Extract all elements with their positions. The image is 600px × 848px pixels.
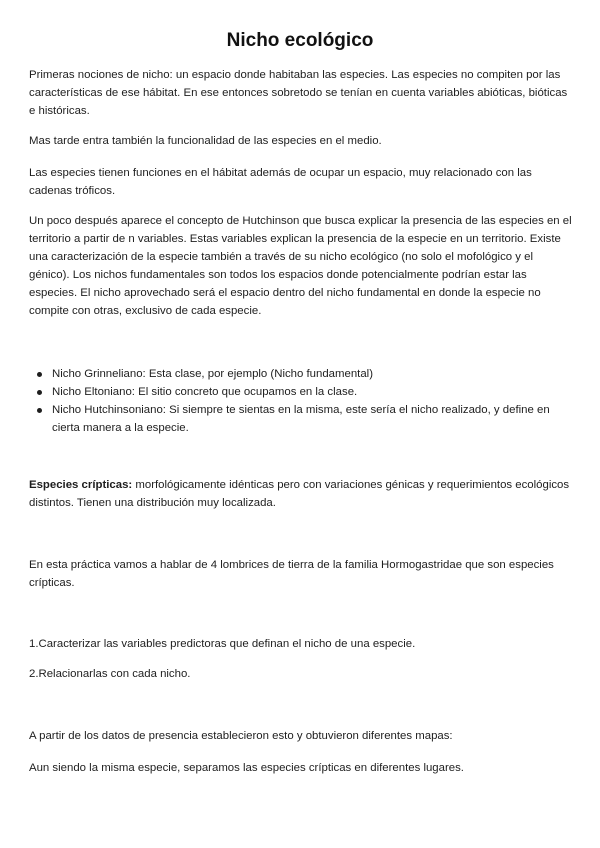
list-item	[29, 401, 574, 437]
page-title: Nicho ecológico	[226, 30, 374, 51]
paragraph-functionality: Mas tarde entra también la funcionalidad de las especies en el medio.	[29, 135, 382, 147]
list-item	[29, 365, 574, 383]
paragraph-maps: A partir de los datos de presencia establecieron esto y obtuvieron diferentes mapas:	[29, 730, 453, 742]
list-item-text: Nicho Grinneliano: Esta clase, por ejemplo (Nicho fundamental)	[52, 368, 373, 380]
step-1: 1.Caracterizar las variables predictoras que definan el nicho de una especie.	[29, 638, 416, 650]
bullet-icon	[37, 408, 42, 413]
list-item-text: Nicho Eltoniano: El sitio concreto que ocupamos en la clase.	[52, 386, 358, 398]
cryptic-definition: morfológicamente idénticas pero con variaciones génicas y requerimientos ecológicos distintos. Tienen una distribución muy localizada.	[29, 479, 570, 509]
paragraph-practice: En esta práctica vamos a hablar de 4 lombrices de tierra de la familia Hormogastridae que son especies crípticas.	[29, 559, 554, 589]
cryptic-term: Especies crípticas:	[29, 479, 133, 491]
bullet-icon	[37, 390, 42, 395]
list-item	[29, 383, 574, 401]
niche-types-list	[29, 365, 574, 437]
paragraph-intro: Primeras nociones de nicho: un espacio donde habitaban las especies. Las especies no compiten por las características de ese hábitat. En ese entonces sobretodo se tenían en cuenta variables abióticas, bióticas e históricas.	[29, 69, 568, 117]
step-2: 2.Relacionarlas con cada nicho.	[29, 668, 191, 680]
bullet-icon	[37, 372, 42, 377]
paragraph-functions: Las especies tienen funciones en el hábitat además de ocupar un espacio, muy relacionado con las cadenas tróficos.	[29, 167, 532, 197]
list-item-text: Nicho Hutchinsoniano: Si siempre te sientas en la misma, este sería el nicho realizado, y define en cierta manera a la especie.	[52, 404, 550, 434]
paragraph-conclusion: Aun siendo la misma especie, separamos las especies crípticas en diferentes lugares.	[29, 762, 464, 774]
paragraph-hutchinson: Un poco después aparece el concepto de Hutchinson que busca explicar la presencia de las especies en el territorio a partir de n variables. Estas variables explican la presencia de la especie en un territorio. Existe una caracterización de la especie también a través de su nicho ecológico (no solo el mofológico y el génico). Los nichos fundamentales son todos los espacios donde potencialmente podrían estar las especies. El nicho aprovechado será el espacio dentro del nicho fundamental en donde la especie no compite con otras, exclusivo de cada especie.	[29, 215, 572, 317]
paragraph-cryptic-species	[29, 476, 574, 512]
